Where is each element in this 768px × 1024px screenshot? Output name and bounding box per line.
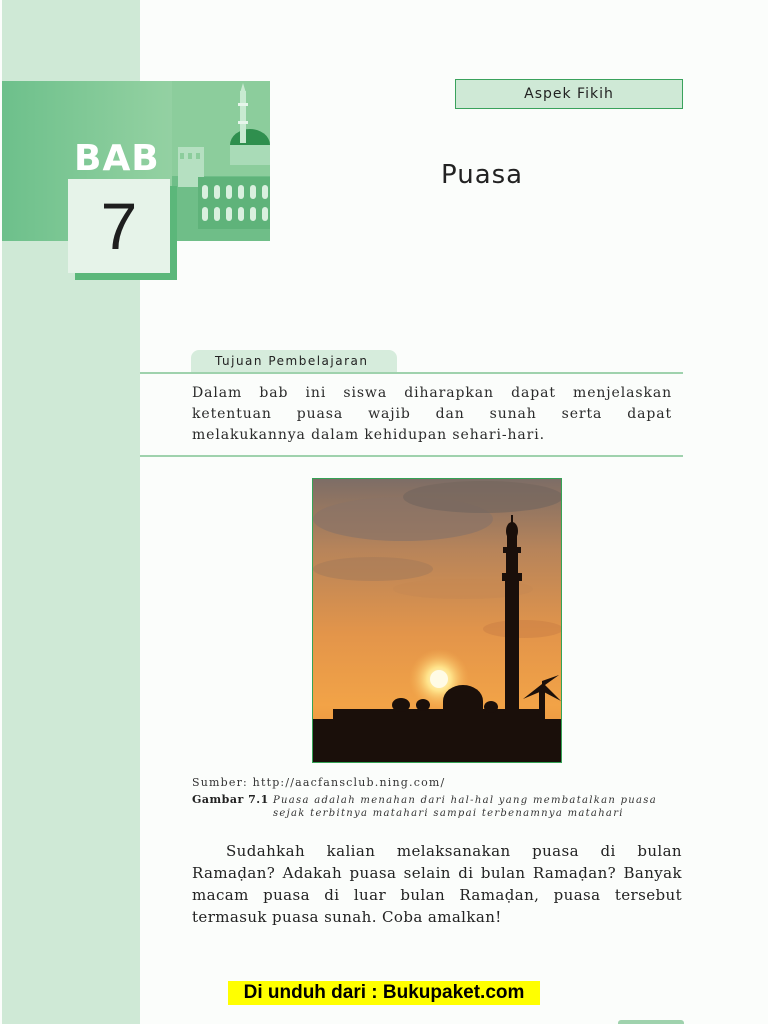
mosque-header-image — [172, 81, 270, 241]
sunset-mosque-photo — [312, 478, 562, 763]
aspect-label: Aspek Fikih — [455, 79, 683, 109]
objectives-bottom-rule — [140, 455, 683, 457]
page-title: Puasa — [441, 160, 524, 190]
chapter-number: 7 — [100, 189, 138, 263]
page-corner-mark — [618, 1020, 684, 1024]
body-paragraph: Sudahkah kalian melaksanakan puasa di bulan Ramaḍan? Adakah puasa selain di bulan Ramaḍan? Banyak macam puasa di luar bulan Ramaḍan, puasa tersebut termasuk puasa sunah. Coba amalkan! — [192, 842, 682, 926]
sunset-mosque-illustration — [313, 479, 561, 762]
objectives-top-rule — [140, 372, 683, 374]
objectives-heading: Tujuan Pembelajaran — [191, 350, 397, 372]
figure-label: Gambar 7.1 — [192, 793, 269, 806]
figure-caption: Puasa adalah menahan dari hal-hal yang membatalkan puasa sejak terbitnya matahari sampai terbenamnya matahari — [273, 795, 658, 819]
figure-source: Sumber: http://aacfansclub.ning.com/ — [192, 776, 446, 789]
objectives-text: Dalam bab ini siswa diharapkan dapat menjelaskan ketentuan puasa wajib dan sunah serta dapat melakukannya dalam kehidupan sehari-hari. — [192, 385, 672, 443]
download-source-banner: Di unduh dari : Bukupaket.com — [228, 981, 540, 1005]
chapter-label: BAB — [74, 138, 160, 179]
